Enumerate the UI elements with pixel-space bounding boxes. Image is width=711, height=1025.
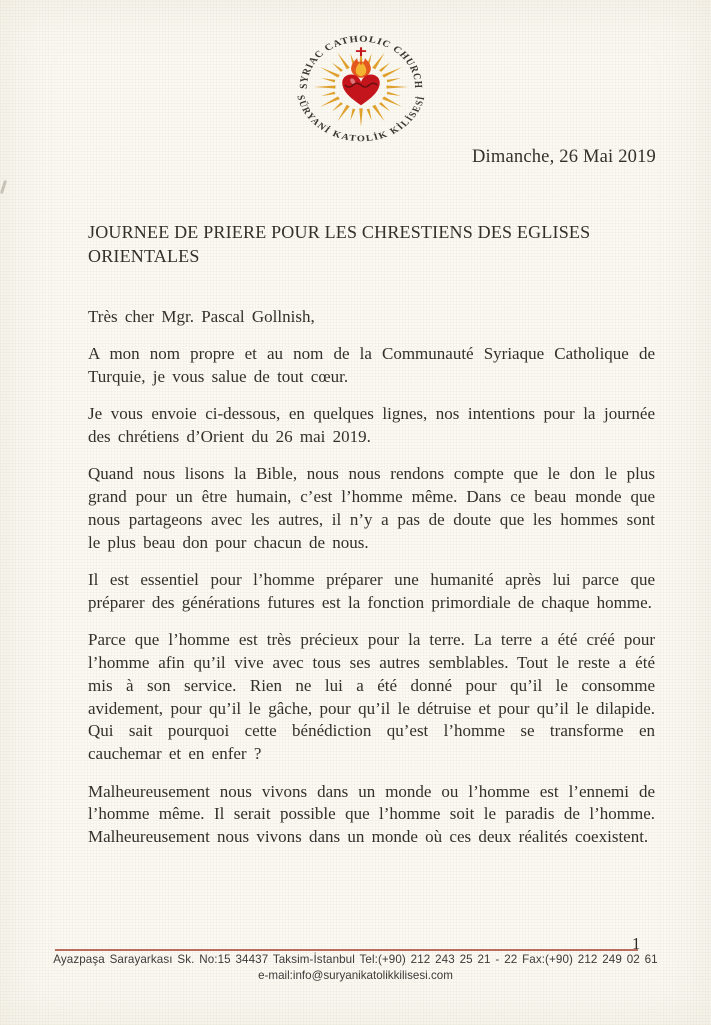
footer-email: e-mail:info@suryanikatolikkilisesi.com [258, 969, 453, 982]
scan-speck [107, 661, 111, 664]
church-seal-logo [286, 24, 436, 150]
paragraph-monde: Malheureusement nous vivons dans un monde ou l’homme est l’ennemi de l’homme même. Il serait possible que l’homme soit le paradis de l’homme. Malheureusement nous vivons dans un monde où ces deux réalités coexistent. [88, 781, 655, 847]
seal-text-bottom: SÜRYANİ KATOLİK KİLİSESİ [294, 94, 428, 144]
letter-title: JOURNEE DE PRIERE POUR LES CHRESTIENS DES EGLISES ORIENTALES [88, 222, 591, 266]
letter-body [88, 306, 655, 863]
cross-icon [356, 47, 366, 56]
paragraph-greeting: A mon nom propre et au nom de la Communauté Syriaque Catholique de Turquie, je vous salue de tout cœur. [88, 344, 655, 387]
paragraph-terre: Parce que l’homme est très précieux pour la terre. La terre a été créé pour l’homme afin qu’il vive avec tous ses autres semblables. Tout le reste a été mis à son service. Rien ne lui a été donné pour qu’il le consomme avidement, pour qu’il le gâche, pour qu’il le détruise et pour qu’il le dilapide. Qui sait pourquoi cette bénédiction qu’est l’homme se transforme en cauchemar et en enfer ? [88, 630, 655, 764]
salutation: Très cher Mgr. Pascal Gollnish, [88, 307, 315, 326]
footer-address: Ayazpaşa Sarayarkası Sk. No:15 34437 Taksim-İstanbul Tel:(+90) 212 243 25 21 - 22 Fax:(+90) 212 249 02 61 [53, 953, 658, 966]
page-number: 1 [632, 934, 641, 953]
date-line: Dimanche, 26 Mai 2019 [471, 147, 656, 167]
paragraph-humanity: Il est essentiel pour l’homme préparer une humanité après lui parce que préparer des générations futures est la fonction primordiale de chaque homme. [88, 570, 655, 612]
footer-rule [55, 949, 638, 951]
paragraph-bible: Quand nous lisons la Bible, nous nous rendons compte que le don le plus grand pour un être humain, c’est l’homme même. Dans ce beau monde que nous partageons avec les autres, il n’y a pas de doute que les hommes sont le plus beau don pour chacun de nous. [88, 464, 655, 552]
seal-text-top: SYRIAC CATHOLIC CHURCH [298, 34, 424, 89]
scan-speck [0, 180, 7, 194]
paragraph-intentions: Je vous envoie ci-dessous, en quelques lignes, nos intentions pour la journée des chrétiens d’Orient du 26 mai 2019. [88, 404, 655, 447]
church-seal-svg [286, 24, 436, 150]
sacred-heart-icon [342, 74, 380, 105]
